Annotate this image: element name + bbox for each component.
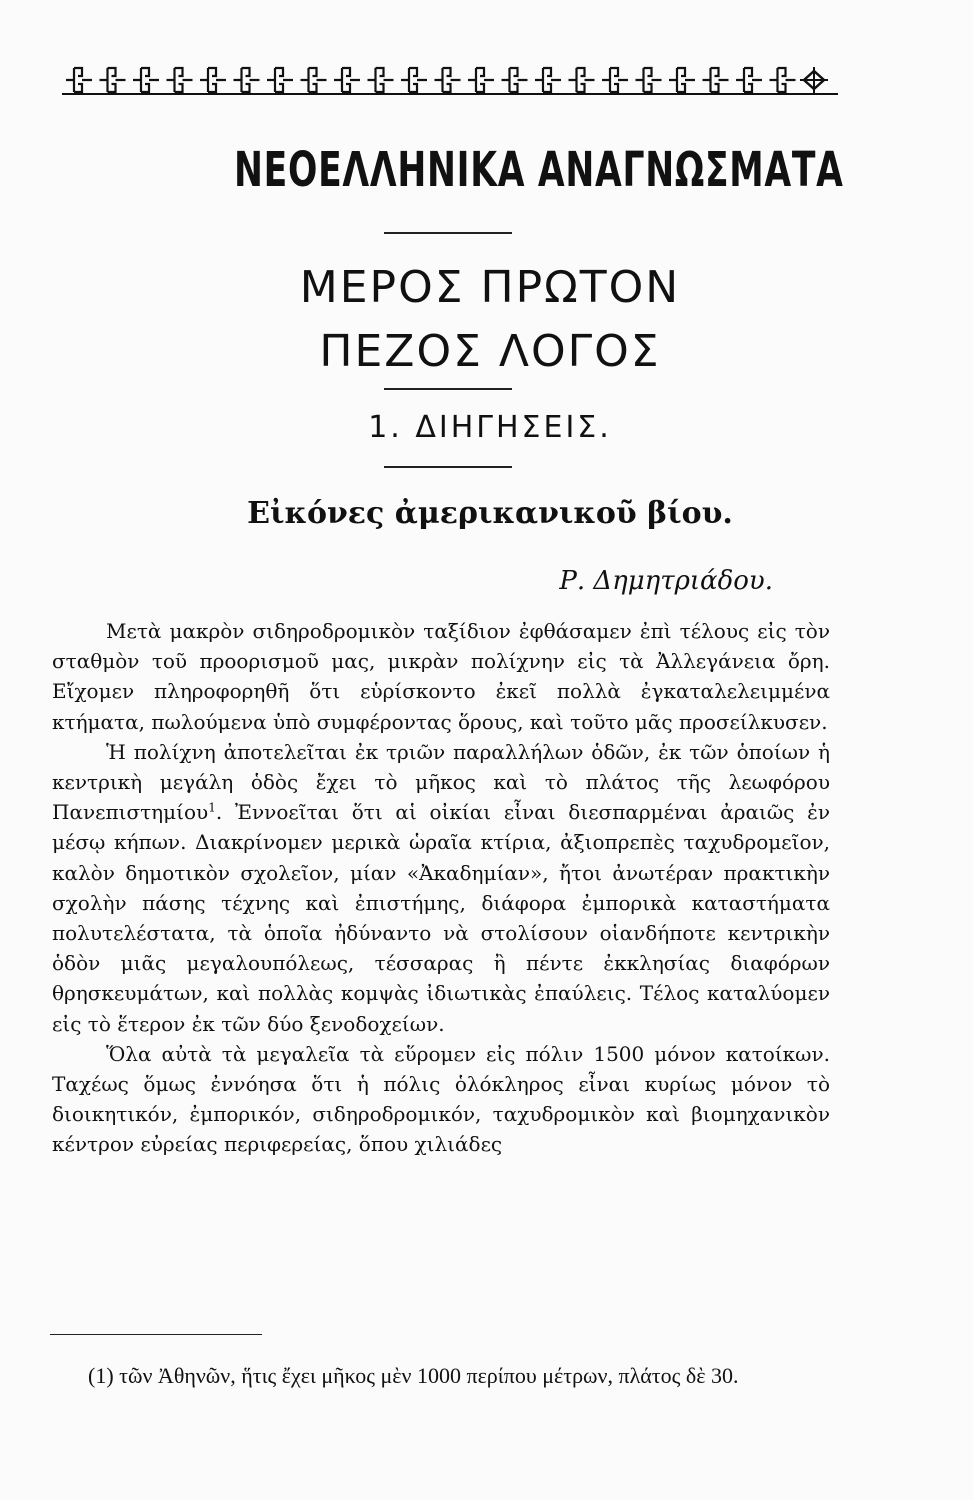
greek-key-motif xyxy=(435,68,461,92)
paragraph: Μετὰ μακρὸν σιδηροδρομικὸν ταξίδιον ἐφθάσαμεν ἐπὶ τέλους εἰς τὸν σταθμὸν τοῦ προορισμοῦ μας, μικρὰν πολίχνην εἰς τὰ Ἀλλεγάνεια ὄρη. Εἴχομεν πληροφορηθῆ ὅτι εὑρίσκοντο ἐκεῖ πολλὰ ἐγκαταλελειμμένα κτήματα, πωλούμενα ὑπὸ συμφέροντας ὅρους, καὶ τοῦτο μᾶς προσείλκυσεν. xyxy=(52,619,830,734)
greek-key-motif xyxy=(100,68,126,92)
author-byline: Ρ. Δημητριάδου. xyxy=(559,566,773,596)
article-body xyxy=(52,616,830,1160)
greek-key-motif xyxy=(602,68,628,92)
title-divider xyxy=(384,232,512,234)
greek-key-motif xyxy=(736,68,762,92)
greek-key-motif xyxy=(703,68,729,92)
footnote-divider xyxy=(50,1334,262,1335)
greek-key-motif xyxy=(770,68,796,92)
section-divider xyxy=(384,466,512,468)
paragraph-text: Ἡ πολίχνη ἀποτελεῖται ἐκ τριῶν παραλλήλων ὁδῶν, ἐκ τῶν ὁποίων ἡ κεντρικὴ μεγάλη ὁδὸς ἔχει τὸ μῆκος καὶ τὸ πλάτος τῆς λεωφόρου Πανεπιστημίου xyxy=(52,739,830,825)
greek-key-motif xyxy=(401,68,427,92)
greek-key-motif xyxy=(200,68,226,92)
footnote-text: τῶν Ἀθηνῶν, ἥτις ἔχει μῆκος μὲν 1000 περίπου μέτρων, πλάτος δὲ 30. xyxy=(119,1363,739,1388)
greek-key-motif xyxy=(535,68,561,92)
footnote xyxy=(48,1360,826,1392)
paragraph xyxy=(52,737,830,1039)
ornamental-border-icon xyxy=(62,60,838,100)
prose-divider xyxy=(384,388,512,390)
greek-key-motif xyxy=(468,68,494,92)
footnote-marker: (1) xyxy=(88,1363,114,1388)
footnote-reference[interactable]: 1 xyxy=(208,800,216,815)
greek-key-motif xyxy=(636,68,662,92)
prose-title: ΠΕΖΟΣ ΛΟΓΟΣ xyxy=(319,326,661,377)
greek-key-motif xyxy=(66,68,92,92)
greek-key-motif xyxy=(669,68,695,92)
article-title: Εἰκόνες ἀμερικανικοῦ βίου. xyxy=(247,496,733,531)
greek-key-motif xyxy=(301,68,327,92)
paragraph-text: . Ἐννοεῖται ὅτι αἱ οἰκίαι εἶναι διεσπαρμέναι ἀραιῶς ἐν μέσῳ κήπων. Διακρίνομεν μερικὰ ὡραῖα κτίρια, ἀξιοπρεπὲς ταχυδρομεῖον, καλὸν δημοτικὸν σχολεῖον, μίαν «Ἀκαδημίαν», ἤτοι ἀνωτέραν πρακτικὴν σχολὴν πάσης τέχνης καὶ ἐπιστήμης, διάφορα ἐμπορικὰ καταστήματα πολυτελέστατα, τὰ ὁποῖα ἠδύναντο νὰ στολίσουν οἱανδήποτε κεντρικὴν ὁδὸν μιᾶς μεγαλουπόλεως, τέσσαρας ἢ πέντε ἐκκλησίας διαφόρων θρησκευμάτων, καὶ πολλὰς κομψὰς ἰδιωτικὰς ἐπαύλεις. Τέλος καταλύομεν εἰς τὸ ἕτερον ἐκ τῶν δύο ξενοδοχείων. xyxy=(52,800,830,1036)
greek-key-motif xyxy=(502,68,528,92)
greek-key-motif xyxy=(334,68,360,92)
greek-key-motif xyxy=(133,68,159,92)
greek-key-motif xyxy=(234,68,260,92)
paragraph: Ὅλα αὐτὰ τὰ μεγαλεῖα τὰ εὕρομεν εἰς πόλιν 1500 μόνον κατοίκων. Ταχέως ὅμως ἐννόησα ὅτι ἡ πόλις ὁλόκληρος εἶναι κυρίως μόνον τὸ διοικητικόν, ἐμπορικόν, σιδηροδρομικόν, ταχυδρομικὸν καὶ βιομηχανικὸν κέντρον εὐρείας περιφερείας, ὅπου χιλιάδες xyxy=(52,1041,830,1157)
section-heading: 1. ΔΙΗΓΗΣΕΙΣ. xyxy=(368,410,612,445)
greek-key-motif xyxy=(167,68,193,92)
greek-key-motif xyxy=(267,68,293,92)
book-title: ΝΕΟΕΛΛΗΝΙΚΑ ΑΝΑΓΝΩΣΜΑΤΑ xyxy=(233,142,844,198)
part-title: ΜΕΡΟΣ ΠΡΩΤΟΝ xyxy=(299,262,681,313)
greek-key-motif xyxy=(569,68,595,92)
greek-key-motif xyxy=(368,68,394,92)
